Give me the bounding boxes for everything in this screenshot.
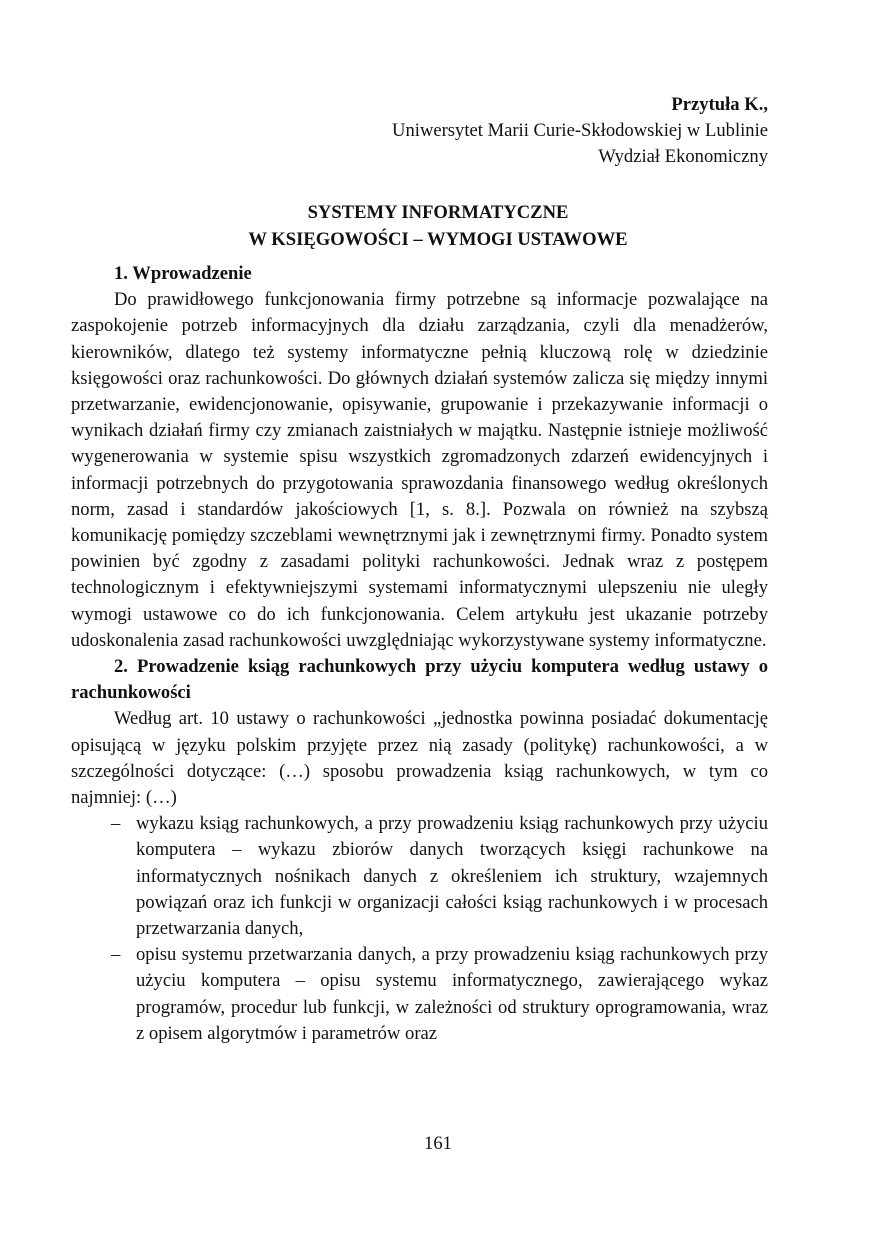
list-item-text: wykazu ksiąg rachunkowych, a przy prowadzeniu ksiąg rachunkowych przy użyciu komputera – wykazu zbiorów danych tworzących księgi rachunkowe na informatycznych nośnikach danych z określeniem ich struktury, wzajemnych powiązań oraz ich funkcji w organizacji całości ksiąg rachunkowych i w procesach przetwarzania danych, <box>136 813 768 940</box>
university-name: Uniwersytet Marii Curie-Skłodowskiej w Lublinie <box>392 120 768 141</box>
requirements-list <box>71 811 768 1047</box>
dash-bullet: – <box>111 813 121 835</box>
list-item <box>71 811 768 942</box>
article-body <box>71 261 768 1047</box>
section-2-heading: 2. Prowadzenie ksiąg rachunkowych przy użyciu komputera według ustawy o rachunkowości <box>71 656 768 704</box>
faculty-name: Wydział Ekonomiczny <box>598 146 768 167</box>
section-1-paragraph: Do prawidłowego funkcjonowania firmy potrzebne są informacje pozwalające na zaspokojenie potrzeb informacyjnych dla działu zarządzania, czyli dla menadżerów, kierowników, dlatego też systemy informatyczne pełnią kluczową rolę w dziedzinie księgowości oraz rachunkowości. Do głównych działań systemów zalicza się między innymi przetwarzanie, ewidencjonowanie, opisywanie, grupowanie i przekazywanie informacji o wynikach działań firmy czy zmianach zaistniałych w majątku. Następnie istnieje możliwość wygenerowania w systemie spisu wszystkich zgromadzonych zdarzeń ewidencyjnych i informacji potrzebnych do przygotowania sprawozdania finansowego według określonych norm, zasad i standardów jakościowych [1, s. 8.]. Pozwala on również na szybszą komunikację pomiędzy szczeblami wewnętrznymi jak i zewnętrznymi firmy. Ponadto system powinien być zgodny z zasadami polityki rachunkowości. Jednak wraz z postępem technologicznym i efektywniejszymi systemami informatycznymi ulepszeniu nie uległy wymogi ustawowe co do ich funkcjonowania. Celem artykułu jest ukazanie potrzeby udoskonalenia zasad rachunkowości uwzględniając wykorzystywane systemy informatyczne. <box>71 289 768 651</box>
section-1-heading: 1. Wprowadzenie <box>114 263 252 284</box>
dash-bullet: – <box>111 944 121 966</box>
list-item <box>71 942 768 1047</box>
list-item-text: opisu systemu przetwarzania danych, a przy prowadzeniu ksiąg rachunkowych przy użyciu komputera – opisu systemu informatycznego, zawierającego wykaz programów, procedur lub funkcji, w zależności od struktury oprogramowania, wraz z opisem algorytmów i parametrów oraz <box>136 944 768 1044</box>
article-title <box>0 199 876 253</box>
section-2-paragraph: Według art. 10 ustawy o rachunkowości „jednostka powinna posiadać dokumentację opisującą w języku polskim przyjęte przez nią zasady (politykę) rachunkowości, a w szczególności dotyczące: (…) sposobu prowadzenia ksiąg rachunkowych, w tym co najmniej: (…) <box>71 708 768 809</box>
title-line-1: SYSTEMY INFORMATYCZNE <box>307 202 569 223</box>
author-block <box>392 92 768 170</box>
page-number: 161 <box>424 1133 452 1154</box>
title-line-2: W KSIĘGOWOŚCI – WYMOGI USTAWOWE <box>248 229 628 250</box>
author-name: Przytuła K., <box>671 94 768 115</box>
